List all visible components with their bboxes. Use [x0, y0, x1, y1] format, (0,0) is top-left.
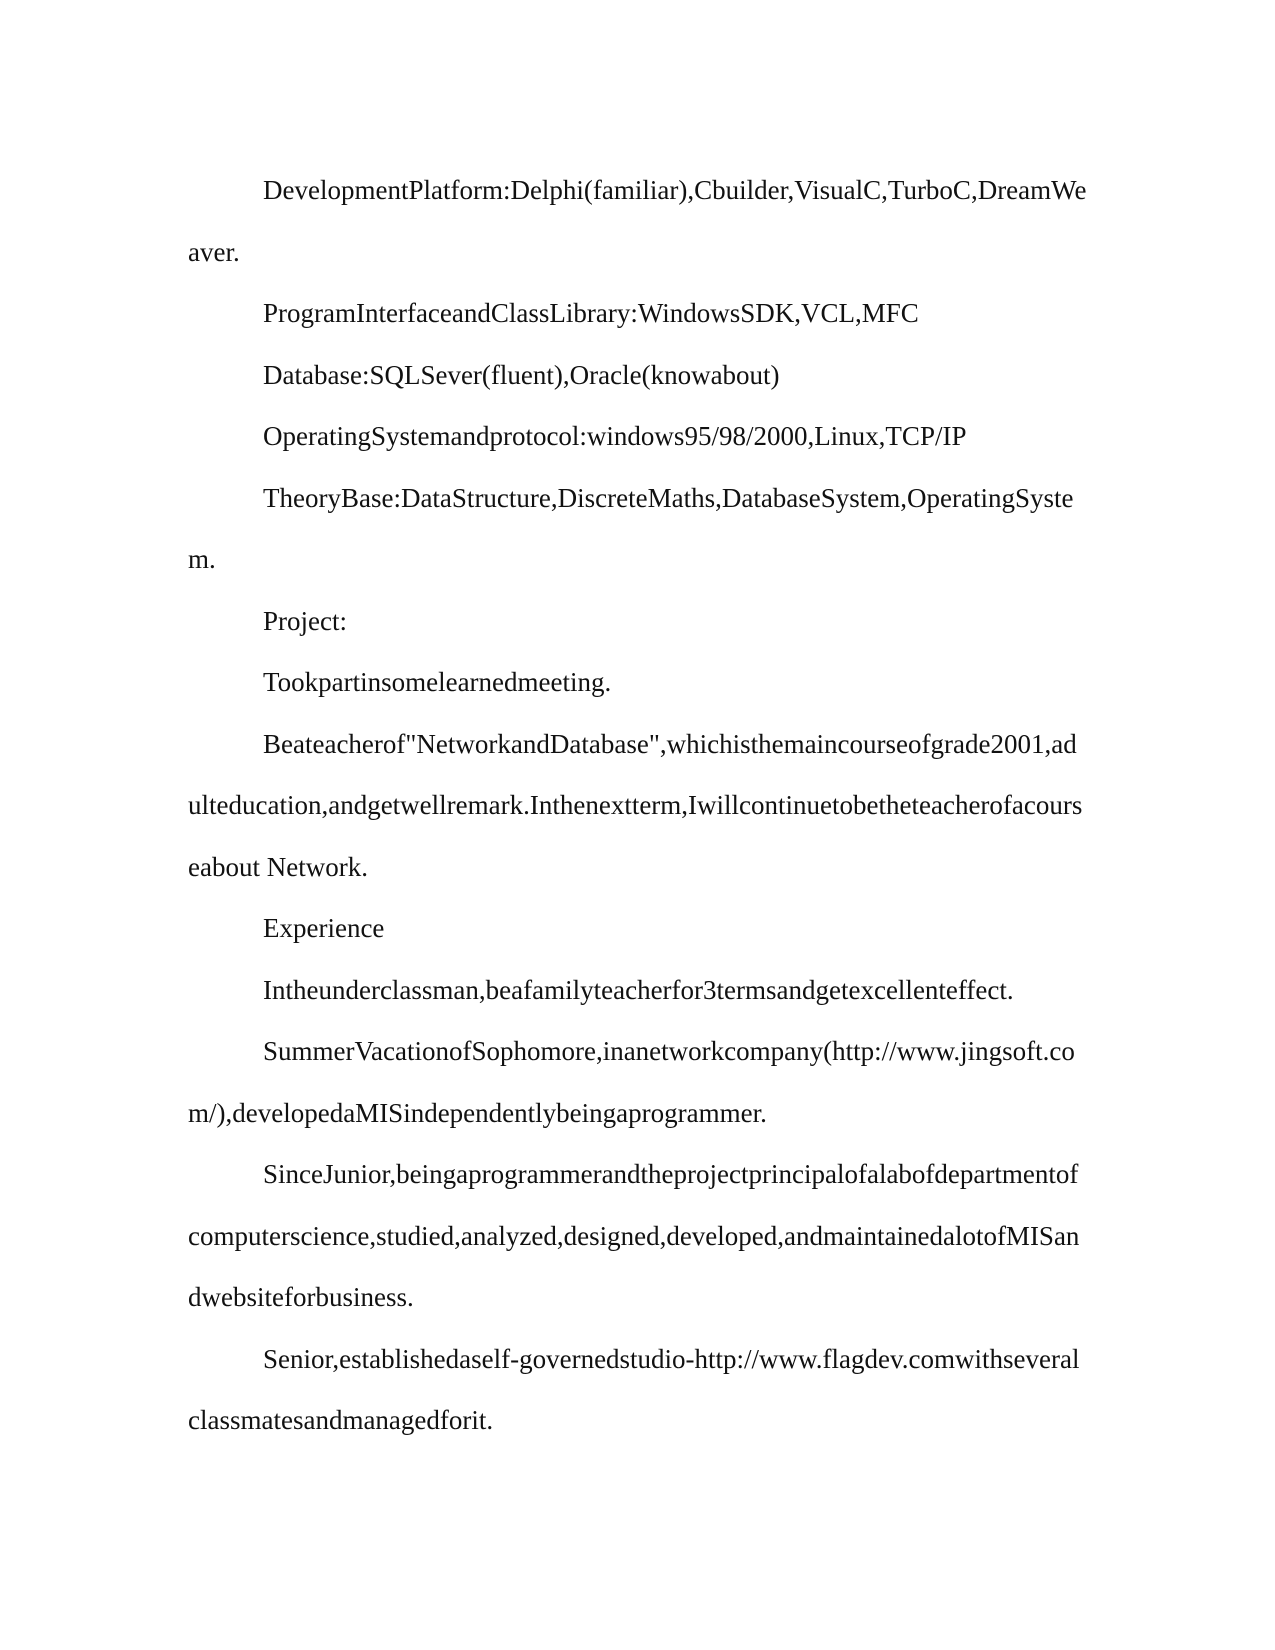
paragraph-senior: Senior,establishedaself-governedstudio-http://www.flagdev.comwithseveralclassmatesandmanagedforit.	[188, 1343, 1080, 1435]
paragraph-underclassman: Intheunderclassman,beafamilyteacherfor3termsandgetexcellenteffect.	[263, 974, 1014, 1005]
document-body	[188, 160, 1088, 1452]
paragraph-summer-vacation: SummerVacationofSophomore,inanetworkcompany(http://www.jingsoft.com/),developedaMISindependentlybeingaprogrammer.	[188, 1036, 1075, 1128]
paragraph-junior: SinceJunior,beingaprogrammerandtheprojectprincipalofalabofdepartmentofcomputerscience,studied,analyzed,designed,developed,andmaintainedalotofMISandwebsiteforbusiness.	[188, 1159, 1080, 1312]
paragraph-teacher: Beateacherof"NetworkandDatabase",whichisthemaincourseofgrade2001,adulteducation,andgetwellremark.Inthenextterm,Iwillcontinuetobetheteacherofacourseabout Network.	[188, 728, 1083, 882]
paragraph-development-platform: DevelopmentPlatform:Delphi(familiar),Cbuilder,VisualC,TurboC,DreamWeaver.	[188, 175, 1087, 267]
paragraph-meeting: Tookpartinsomelearnedmeeting.	[263, 667, 612, 697]
paragraph-database: Database:SQLSever(fluent),Oracle(knowabout)	[263, 359, 780, 390]
paragraph-program-interface: ProgramInterfaceandClassLibrary:WindowsSDK,VCL,MFC	[263, 298, 919, 328]
heading-project: Project:	[263, 605, 347, 636]
heading-experience: Experience	[263, 913, 385, 943]
paragraph-theory-base: TheoryBase:DataStructure,DiscreteMaths,DatabaseSystem,OperatingSystem.	[188, 482, 1074, 574]
paragraph-operating-system: OperatingSystemandprotocol:windows95/98/2000,Linux,TCP/IP	[263, 421, 967, 451]
